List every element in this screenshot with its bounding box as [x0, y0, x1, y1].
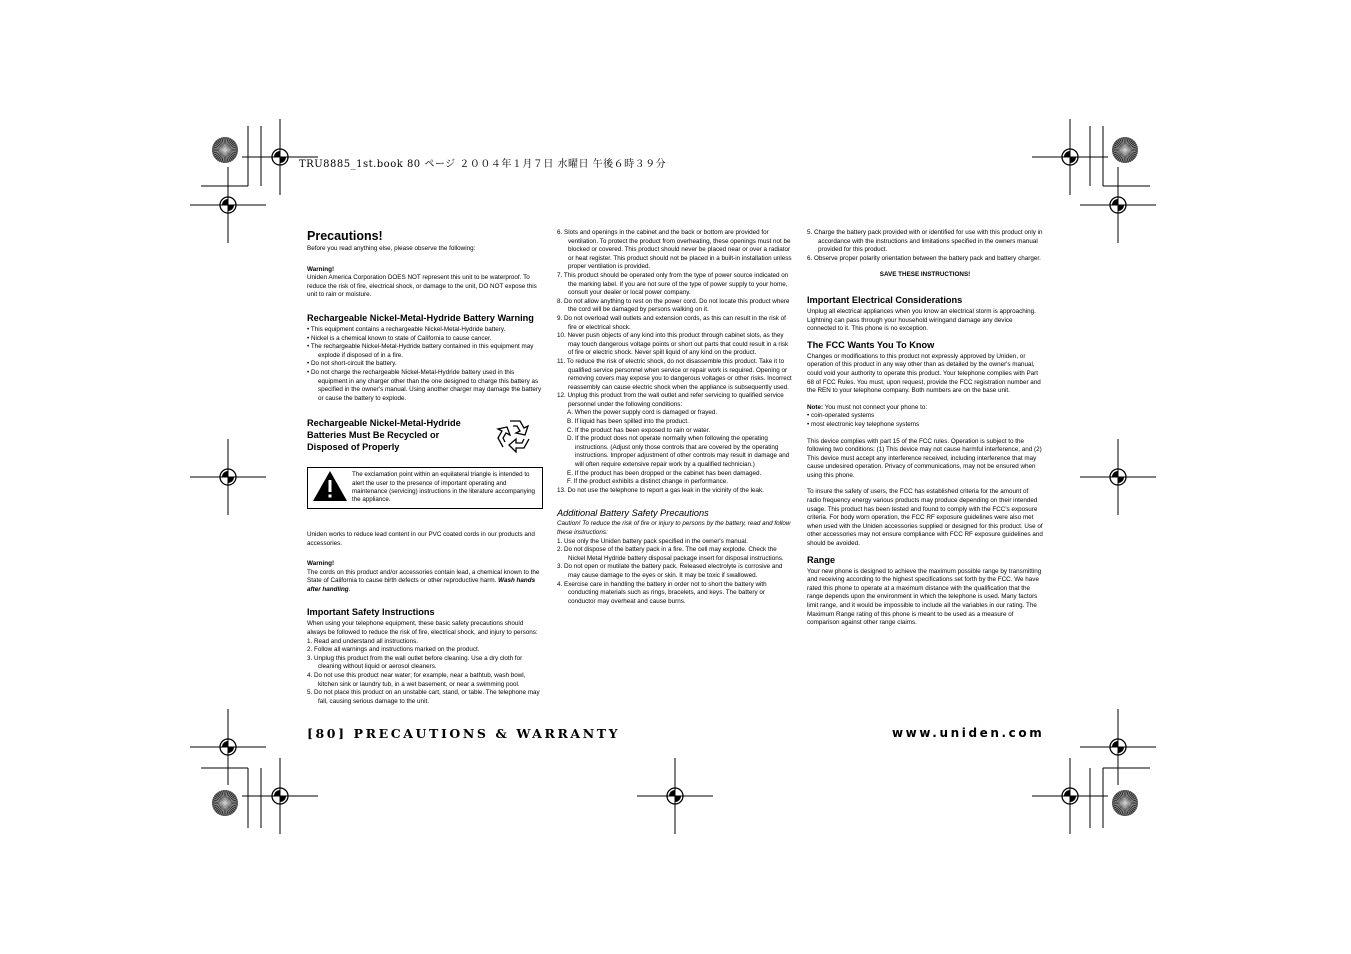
list-item: 6. Slots and openings in the cabinet and the back or bottom are provided for ventilation. To protect the product from overheating, these openings must not be blocked or covered. This product should never be placed near or over a radiator or heat register. This product should not be placed in a built-in installation unless proper ventilation is provided.	[557, 229, 792, 271]
column-2	[557, 229, 793, 606]
registration-mark-icon	[1032, 119, 1108, 195]
header-line: TRU8885_1st.book 80 ページ ２００４年１月７日 水曜日 午後６時３９分	[299, 159, 667, 170]
sub-list-item: E. If the product has been dropped or the cabinet has been damaged.	[567, 469, 762, 477]
registration-mark-icon	[1080, 709, 1156, 785]
registration-mark-icon	[242, 758, 318, 834]
recycle-icon	[495, 417, 535, 457]
exclamation-notice	[307, 467, 543, 509]
battery-warning-heading: Rechargeable Nickel-Metal-Hydride Battery Warning	[307, 312, 534, 323]
recycle-heading-3: Disposed of Properly	[307, 442, 400, 453]
list-item: 10. Never push objects of any kind into this product through cabinet slots, as they may touch dangerous voltage points or short out parts that could result in a risk of fire or electric shock. Never spill liquid of any kind on the product.	[557, 332, 789, 357]
list-item: • This equipment contains a rechargeable Nickel-Metal-Hydride battery.	[307, 325, 506, 333]
electrical-text: Unplug all electrical appliances when you know an electrical storm is approaching. Lightning can pass through your household wiringand damage any device connected to it. This phone is no exception.	[807, 307, 1036, 333]
wash-hands-emphasis: Wash hands after handling	[307, 577, 536, 593]
recycle-heading-2: Batteries Must Be Recycled or	[307, 430, 440, 441]
registration-mark-icon	[190, 439, 266, 515]
registration-mark-icon	[1032, 758, 1108, 834]
list-item: • Nickel is a chemical known to state of California to cause cancer.	[307, 334, 492, 342]
list-item: 12. Unplug this product from the wall outlet and refer servicing to qualified service personnel under the following conditions:	[557, 392, 784, 408]
list-item: • The rechargeable Nickel-Metal-Hydride battery contained in this equipment may explode if disposed of in a fire.	[307, 343, 534, 359]
footer-section-title: [80] PRECAUTIONS & WARRANTY	[307, 726, 621, 741]
warning-text-2: The cords on this product and/or accessories contain lead, a chemical known to the State of California to cause birth defects or other reproductive harm. Wash hands after handling.	[307, 568, 540, 593]
lead-text: Uniden works to reduce lead content in our PVC coated cords in our products and accessories.	[307, 530, 535, 547]
list-item: 2. Follow all warnings and instructions marked on the product.	[307, 646, 480, 654]
column-1	[307, 229, 543, 706]
registration-mark-icon	[190, 709, 266, 785]
note-line: Note: You must not connect your phone to:	[807, 403, 928, 411]
list-item: 1. Read and understand all instructions.	[307, 637, 418, 645]
registration-mark-icon	[637, 758, 713, 834]
intro-text: Before you read anything else, please observe the following:	[307, 245, 476, 252]
additional-battery-heading: Additional Battery Safety Precautions	[557, 508, 709, 519]
rf-exposure-text: To insure the safety of users, the FCC has established criteria for the amount of radio frequency energy various products may produce depending on their intended usage. This product has been tested and found to comply with the FCC's exposure criteria. For body worn operation, the FCC RF exposure guidelines were also met when used with the Uniden accessories supplied or designed for this product. Use of other accessories may not ensure compliance with FCC RF exposure guidelines and should be avoided.	[807, 488, 1043, 548]
recycle-section	[307, 417, 543, 457]
list-item: 4. Do not use this product near water; for example, near a bathtub, wash bowl, kitchen sink or laundry tub, in a wet basement, or near a swimming pool.	[307, 672, 526, 688]
warning-triangle-icon	[312, 470, 348, 506]
registration-mark-icon	[190, 167, 266, 243]
range-heading: Range	[807, 554, 836, 565]
star-target-icon	[212, 790, 238, 816]
registration-mark-icon	[1080, 167, 1156, 243]
range-text: Your new phone is designed to achieve the maximum possible range by transmitting and receiving according to the highest specifications set forth by the FCC. We have rated this phone to operate at a maximum distance with the qualification that the range depends upon the environment in which the telephone is used. Many factors limit range, and it would be impossible to include all the variables in our rating. The Maximum Range rating of this phone is meant to be used as a measure of comparison against other range claims.	[807, 567, 1042, 627]
list-item: 13. Do not use the telephone to report a gas leak in the vicinity of the leak.	[557, 486, 764, 494]
list-item: 3. Do not open or mutilate the battery pack. Released electrolyte is corrosive and may cause damage to the eyes or skin. It may be toxic if swallowed.	[557, 563, 783, 579]
fcc-heading: The FCC Wants You To Know	[807, 339, 935, 350]
page-title: Precautions!	[307, 229, 383, 243]
star-target-icon	[1112, 790, 1138, 816]
warning-text: Uniden America Corporation DOES NOT represent this unit to be waterproof. To reduce the risk of fire, electrical shock, or damage to the unit, DO NOT expose this unit to rain or moisture.	[307, 274, 537, 299]
electrical-heading: Important Electrical Considerations	[807, 294, 963, 305]
exclamation-text: The exclamation point within an equilateral triangle is intended to alert the user to the presence of important operating and maintenance (servicing) instructions in the literature accompanying the appliance.	[352, 471, 535, 504]
sub-list-item: D. If the product does not operate normally when following the operating instructions. (Adjust only those controls that are covered by the operating instructions. Improper adjustment of other controls may result in damage and will often require extensive repair work by a qualified technician.)	[567, 435, 790, 469]
list-item: 9. Do not overload wall outlets and extension cords, as this can result in the risk of fire or electrical shock.	[557, 314, 786, 331]
list-item: 4. Exercise care in handling the battery in order not to short the battery with conducting materials such as rings, bracelets, and keys. The battery or conductor may overheat and cause burns.	[557, 580, 767, 605]
list-item: 8. Do not allow anything to rest on the power cord. Do not locate this product where the cord will be damaged by persons walking on it.	[557, 297, 790, 314]
save-instructions: SAVE THESE INSTRUCTIONS!	[879, 271, 971, 279]
sub-list-item: A. When the power supply cord is damaged or frayed.	[567, 409, 718, 417]
list-item: • coin-operated systems	[807, 412, 875, 420]
list-item: 5. Do not place this product on an unstable cart, stand, or table. The telephone may fall, causing serious damage to the unit.	[307, 689, 540, 705]
recycle-heading-1: Rechargeable Nickel-Metal-Hydride	[307, 418, 461, 429]
safety-intro: When using your telephone equipment, these basic safety precautions should always be followed to reduce the risk of fire, electrical shock, and injury to persons:	[307, 620, 538, 637]
star-target-icon	[212, 137, 238, 163]
list-item: 2. Do not dispose of the battery pack in a fire. The cell may explode. Check the Nickel Metal Hydride battery disposal package insert for disposal instructions.	[557, 546, 784, 562]
part15-text: This device complies with part 15 of the FCC rules. Operation is subject to the following two conditions: (1) This device may not cause harmful interference, and (2) This device must accept any interference received, including interference that may cause undesired operation. Privacy of communications, may not be ensured when using this phone.	[807, 437, 1042, 479]
list-item: 7. This product should be operated only from the type of power source indicated on the marking label. If you are not sure of the type of power supply to your home, consult your dealer or local power company.	[557, 271, 789, 297]
column-3	[807, 229, 1043, 628]
list-item: • most electronic key telephone systems	[807, 420, 920, 428]
warning-label-2: Warning!	[307, 560, 335, 568]
list-item: 1. Use only the Uniden battery pack specified in the owner's manual.	[557, 537, 748, 545]
list-item: 6. Observe proper polarity orientation between the battery pack and battery charger.	[807, 254, 1041, 262]
fcc-text: Changes or modifications to this product not expressly approved by Uniden, or operation of this product in any way other than as detailed by the owner's manual, could void your authority to operate this product. Your telephone complies with Part 68 of FCC Rules. You must, upon request, provide the FCC registration number and the REN to your telephone company. Both numbers are on the base unit.	[807, 352, 1041, 395]
list-item: 3. Unplug this product from the wall outlet before cleaning. Use a dry cloth for cleaning without liquid or aerosol cleaners.	[307, 654, 523, 671]
star-target-icon	[1112, 137, 1138, 163]
registration-mark-icon	[1080, 439, 1156, 515]
caution-text: Caution! To reduce the risk of fire or injury to persons by the battery, read and follow these instructions:	[557, 520, 791, 536]
list-item: • Do not short-circuit the battery.	[307, 360, 397, 368]
warning-label: Warning!	[307, 265, 335, 273]
safety-heading: Important Safety Instructions	[307, 607, 435, 618]
list-item: 5. Charge the battery pack provided with or identified for use with this product only in accordance with the instructions and limitations specified in the owners manual provided for this product.	[807, 229, 1043, 254]
sub-list-item: B. If liquid has been spilled into the product.	[567, 418, 689, 426]
sub-list-item: C. If the product has been exposed to rain or water.	[567, 426, 711, 434]
sub-list-item: F. If the product exhibits a distinct change in performance.	[567, 478, 729, 486]
list-item: • Do not charge the rechargeable Nickel-Metal-Hydride battery used in this equipment in any charger other than the one designed to charge this battery as specified in the owner's manual. Using another charger may damage the battery or cause the battery to explode.	[307, 368, 542, 402]
footer-url: www.uniden.com	[892, 726, 1045, 740]
list-item: 11. To reduce the risk of electric shock, do not disassemble this product. Take it to qualified service personnel when service or repair work is required. Opening or removing covers may expose you to dangerous voltages or other risks. Incorrect reassembly can cause electric shock when the appliance is subsequently used.	[557, 357, 792, 391]
